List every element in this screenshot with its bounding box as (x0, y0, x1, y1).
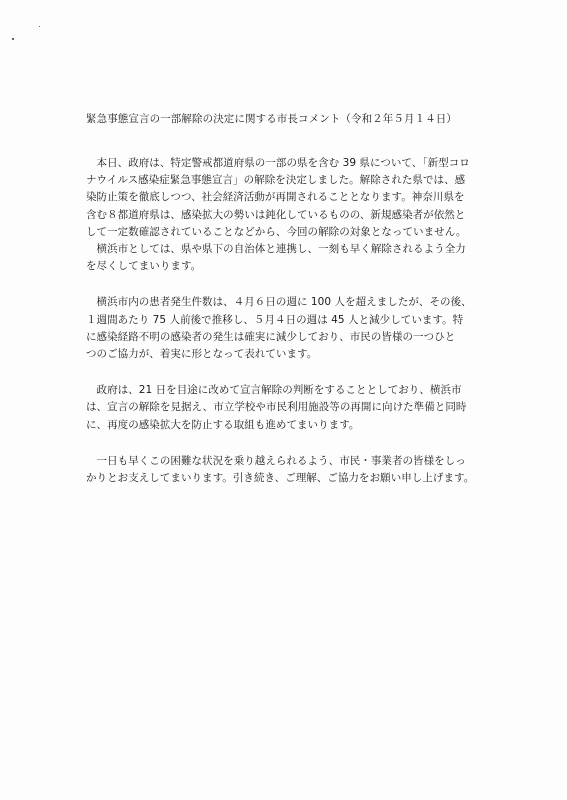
document-body (86, 155, 502, 506)
text-line: かりとお支えしてまいります。引き続き、ご理解、ご協力をお願い申し上げます。 (86, 472, 475, 485)
paragraph-2 (86, 294, 502, 363)
text-line: 横浜市内の患者発生件数は、４月６日の週に 100 人を超えましたが、その後、 (86, 296, 472, 309)
text-line: を尽くしてまいります。 (86, 260, 202, 273)
scan-speck (39, 26, 40, 27)
document-title: 緊急事態宣言の一部解除の決定に関する市長コメント（令和２年５月１４日） (86, 113, 457, 125)
text-line: は、宣言の解除を見据え、市立学校や市民利用施設等の再開に向けた準備と同時 (86, 401, 467, 414)
paragraph-1 (86, 155, 502, 275)
text-line: 横浜市としては、県や県下の自治体と連携し、一刻も早く解除されるよう全力 (86, 243, 466, 256)
text-line: 本日、政府は、特定警戒都道府県の一部の県を含む 39 県について、「新型コロ (86, 157, 470, 169)
text-line: 政府は、21 日を目途に改めて宣言解除の判断をすることとしており、横浜市 (86, 384, 462, 397)
text-line: 一日も早くこの困難な状況を乗り越えられるよう、市民・事業者の皆様をしっ (86, 454, 466, 467)
text-line: 染防止策を徹底しつつ、社会経済活動が再開されることとなります。神奈川県を (86, 191, 465, 204)
text-line: 含む８都道府県は、感染拡大の勢いは鈍化しているものの、新規感染者が依然と (86, 208, 466, 221)
text-line: ナウイルス感染症緊急事態宣言」の解除を決定しました。解除された県では、感 (86, 174, 466, 187)
scan-speck (12, 38, 14, 40)
text-line: に感染経路不明の感染者の発生は確実に減少しており、市民の皆様の一つひと (86, 330, 456, 343)
paragraph-3 (86, 382, 502, 434)
paragraph-4 (86, 453, 502, 487)
text-line: つのご協力が、着実に形となって表れています。 (86, 348, 318, 361)
text-line: １週間あたり 75 人前後で推移し、５月４日の週は 45 人と減少しています。特 (86, 313, 464, 326)
text-line: して一定数確認されていることなどから、今回の解除の対象となっていません。 (86, 225, 467, 238)
text-line: に、再度の感染拡大を防止する取組も進めてまいります。 (86, 418, 360, 431)
